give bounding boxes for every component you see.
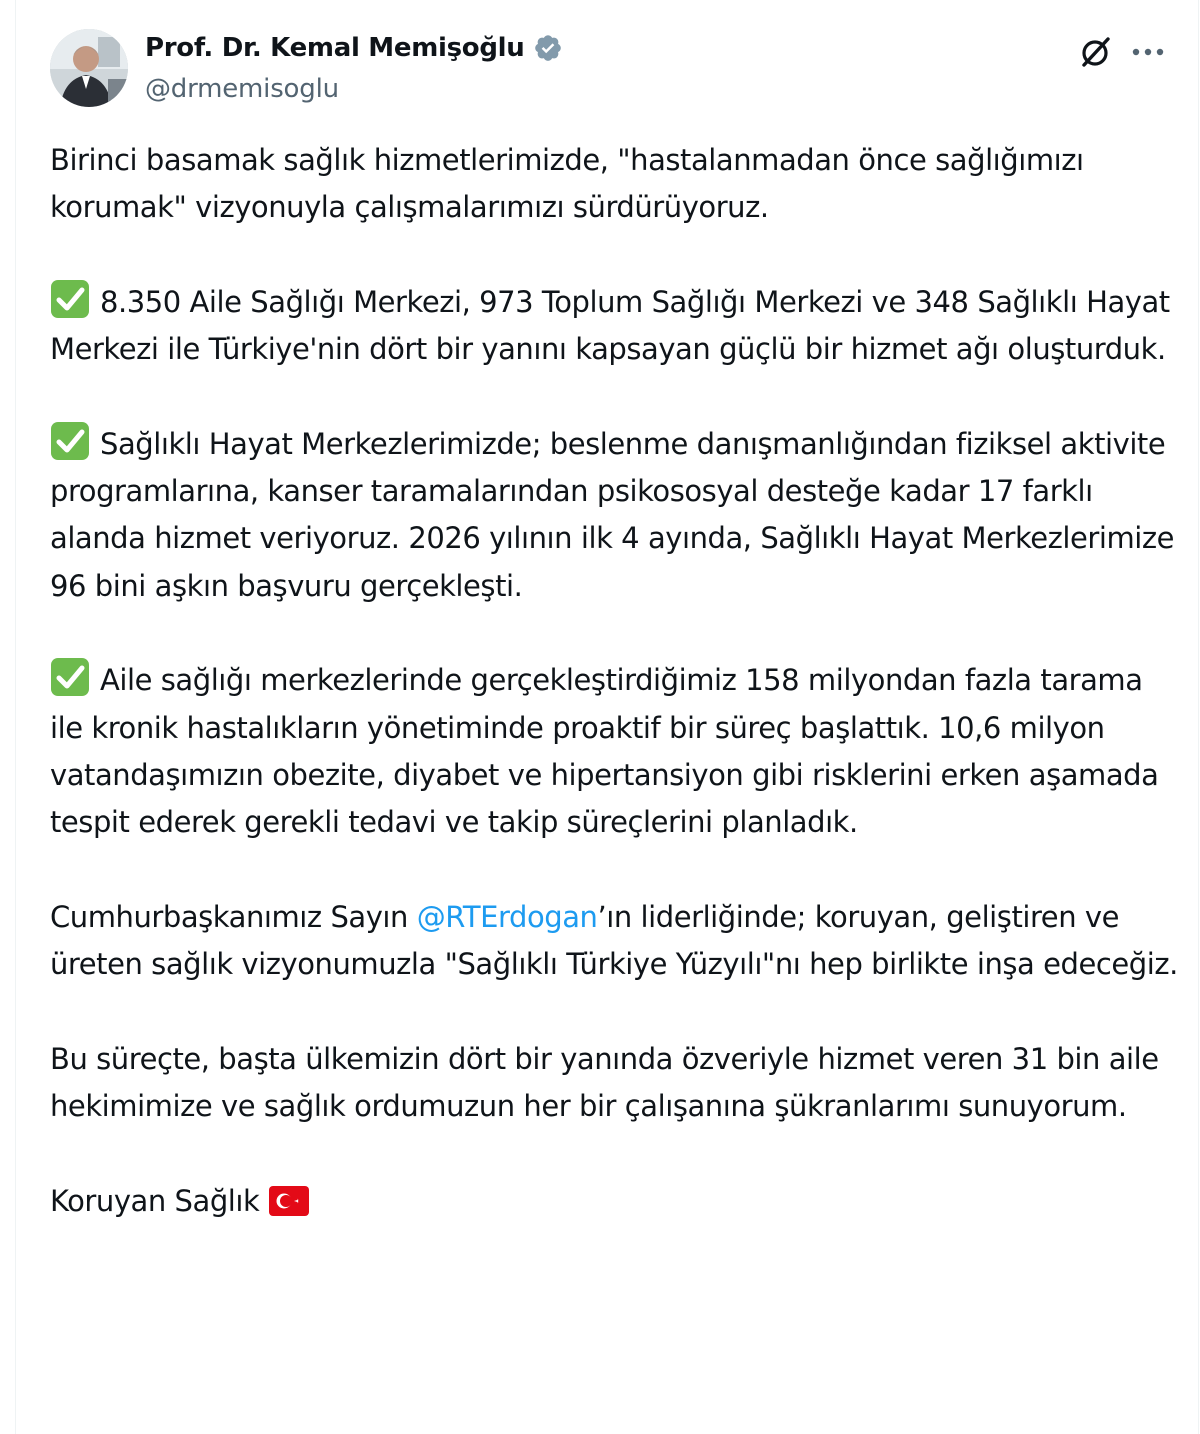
point-1-text: 8.350 Aile Sağlığı Merkezi, 973 Toplum Sağlığı Merkezi ve 348 Sağlıklı Hayat Merkezi ile Türkiye'nin dört bir yanını kapsayan güçlü bir hizmet ağı oluşturduk. — [50, 284, 1170, 367]
verified-badge-icon — [533, 33, 563, 63]
grok-icon — [1078, 34, 1114, 70]
post-card — [15, 0, 1199, 1434]
more-options-button[interactable] — [1128, 32, 1168, 72]
post-point-1 — [50, 279, 1180, 374]
check-mark-button-icon — [50, 657, 90, 697]
profile-photo — [50, 29, 128, 107]
avatar[interactable] — [50, 29, 128, 107]
author-handle[interactable]: @drmemisoglu — [145, 74, 339, 104]
point-3-text: Aile sağlığı merkezlerinde gerçekleştirdiğimiz 158 milyondan fazla tarama ile kronik hastalıkların yönetiminde proaktif bir süreç başlattık. 10,6 milyon vatandaşımızın obezite, diyabet ve hipertansiyon gibi risklerini erken aşamada tespit ederek gerekli tedavi ve takip süreçlerini planladık. — [50, 663, 1159, 840]
check-mark-button-icon — [50, 421, 90, 461]
turkey-flag-icon — [269, 1186, 309, 1216]
post-closing — [50, 894, 1180, 989]
post-point-3 — [50, 657, 1180, 846]
signoff-text: Koruyan Sağlık — [50, 1183, 260, 1218]
point-2-text: Sağlıklı Hayat Merkezlerimizde; beslenme danışmanlığından fiziksel aktivite programlarına, kanser taramalarından psikososyal desteğe kadar 17 farklı alanda hizmet veriyoruz. 2026 yılının ilk 4 ayında, Sağlıklı Hayat Merkezlerimize 96 bini aşkın başvuru gerçekleşti. — [50, 426, 1175, 603]
author-display-name[interactable]: Prof. Dr. Kemal Memişoğlu — [145, 33, 525, 63]
post-signoff — [50, 1178, 1180, 1225]
post-intro: Birinci basamak sağlık hizmetlerimizde, "hastalanmadan önce sağlığımızı korumak" vizyonuyla çalışmalarımızı sürdürüyoruz. — [50, 143, 1084, 225]
post-thanks: Bu süreçte, başta ülkemizin dört bir yanında özveriyle hizmet veren 31 bin aile hekimimize ve sağlık ordumuzun her bir çalışanına şükranlarımı sunuyorum. — [50, 1041, 1159, 1123]
closing-before-mention: Cumhurbaşkanımız Sayın — [50, 899, 417, 934]
more-options-icon — [1131, 47, 1165, 57]
post-text — [50, 137, 1180, 1225]
check-mark-button-icon — [50, 279, 90, 319]
mention-link[interactable]: @RTErdogan — [416, 899, 598, 934]
author-name-row[interactable] — [145, 31, 563, 65]
grok-button[interactable] — [1076, 32, 1116, 72]
closing-after-mention: ’ın liderliğinde; koruyan, geliştiren ve üreten sağlık vizyonumuzla "Sağlıklı Türkiye Yüzyılı"nı hep birlikte inşa edeceğiz. — [50, 899, 1178, 982]
post-point-2 — [50, 421, 1180, 610]
